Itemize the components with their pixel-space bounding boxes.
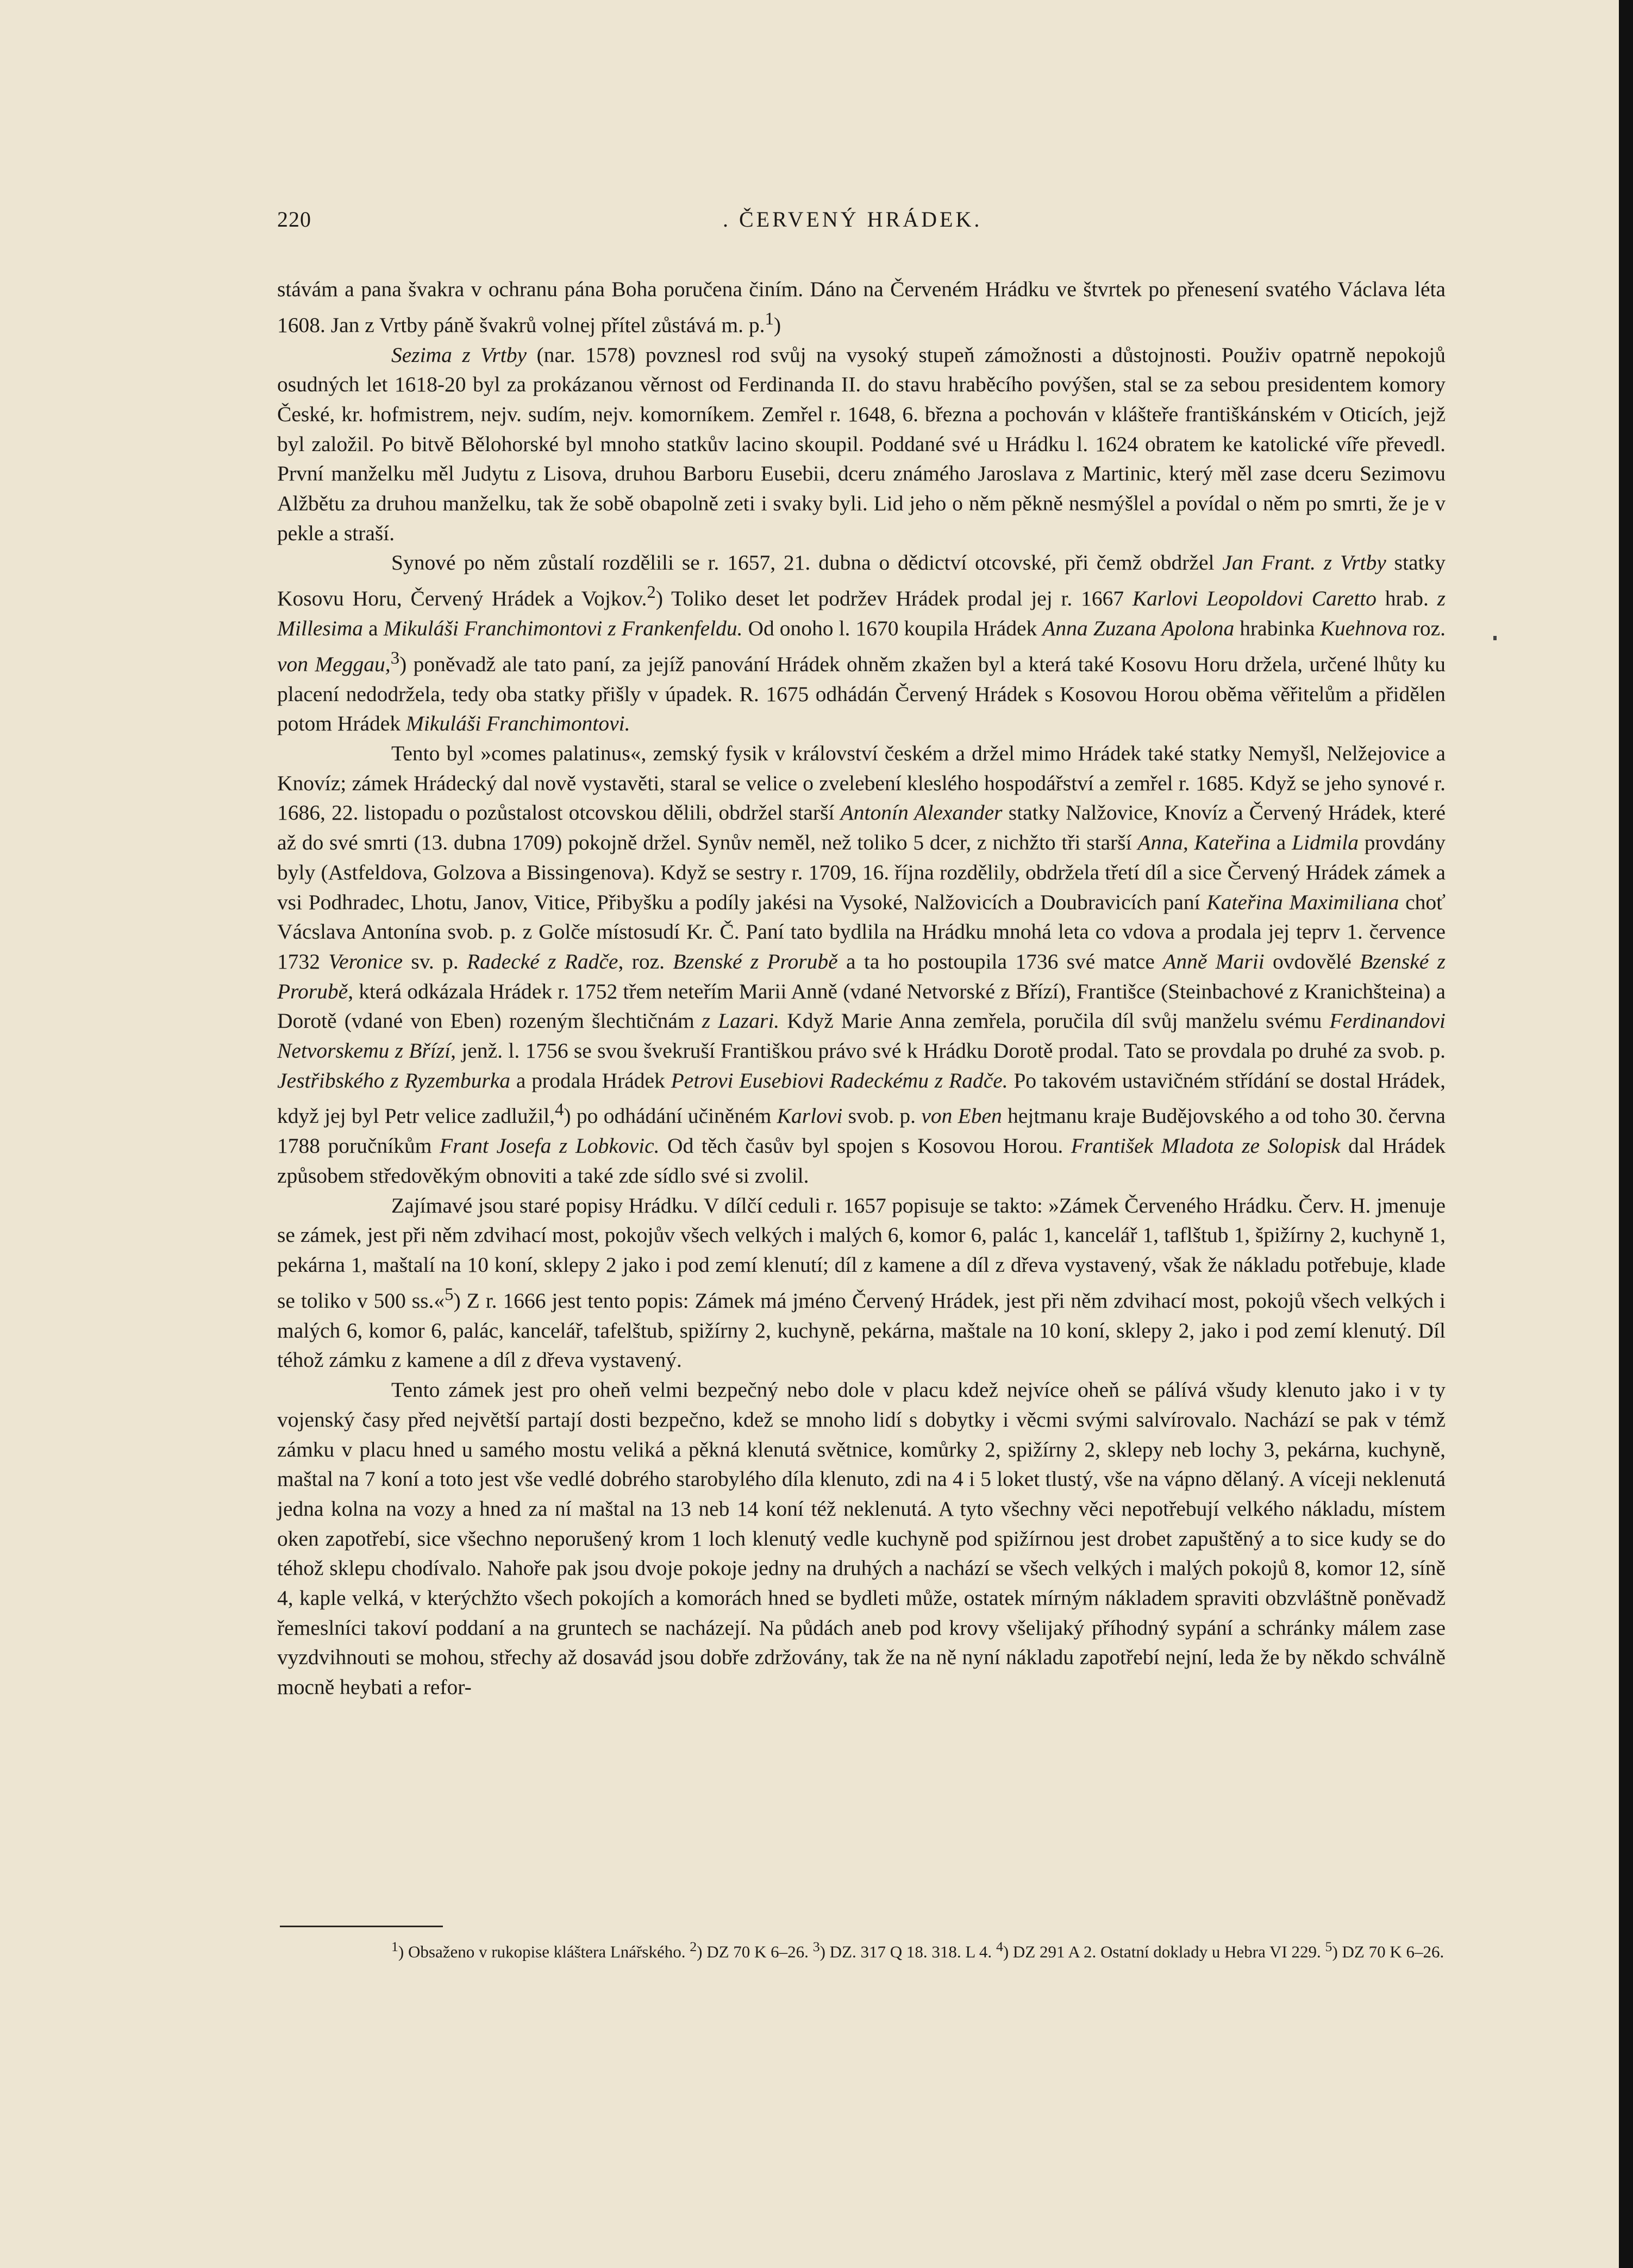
text-run: ) DZ 70 K 6–26.: [697, 1942, 813, 1961]
footnote-ref: 3: [812, 1939, 820, 1954]
italic-name: Mikuláši Franchimontovi z Frankenfeldu.: [383, 616, 743, 641]
page-edge: [1619, 0, 1633, 2268]
italic-name: Sezima z Vrtby: [391, 342, 527, 367]
italic-name: Veronice: [328, 949, 403, 973]
italic-name: Antonín Alexander: [840, 801, 1003, 825]
margin-mark: [1493, 636, 1497, 640]
text-run: Tento byl »comes palatinus«, zemský fysik v království českém a držel mimo Hrádek také statky Nemyšl, Nelžejovice a Knovíz; zámek Hrádecký dal nově vystavěti, staral se velice o zvelebení kleslého hospodářství a zemřel r. 1685. Když se jeho synové r. 1686, 22. listopadu o pozůstalost otcovskou dělili, obdržel starší: [277, 741, 1446, 825]
paragraph-3: [277, 548, 1446, 739]
footnote-text: [277, 1935, 1446, 1964]
text-run: , roz.: [618, 949, 673, 973]
footnote-ref: 1: [391, 1939, 398, 1954]
text-run: , jenž. l. 1756 se svou švekruší Františkou právo své k Hrádku Dorotě prodal. Tato se provdala po druhé za svob. p.: [451, 1039, 1446, 1063]
text-run: svob. p.: [842, 1104, 922, 1128]
footnote-ref: 1: [765, 309, 774, 329]
text-run: Tento zámek jest pro oheň velmi bezpečný nebo dole v placu kdež nejvíce oheň se pálívá všudy klenuto jako i v ty vojenský časy před největší partají dosti bezpečno, kdež se mnoho lidí s dobytky i věcmi svými salvírovalo. Nachází se pak v témž zámku v placu hned u samého mostu veliká a pěkná klenutá světnice, komůrky 2, spižírny 2, sklepy neb lochy 3, pekárna, kuchyně, maštal na 7 koní a toto jest vše vedlé dobrého starobylého díla klenuto, zdi na 4 i 5 loket tlustý, vše na vápno dělaný. A víceji neklenutá jedna kolna na vozy a hned za ní maštal na 13 neb 14 koní též neklenutá. A tyto všechny věci nepotřebují velkého nákladu, místem oken zapotřebí, sice všechno neporušený krom 1 loch klenutý vedle kuchyně pod spižírnou jest drobet zapuštěný a to sice kudy se do téhož sklepu chodívalo. Nahoře pak jsou dvoje pokoje jedny na druhých a nachází se všech velkých i malých pokojů 8, komor 12, síně 4, kaple velká, v kterýchžto všech pokojích a komorách hned se bydleti může, ostatek mírným nákladem spraviti obzvláštně poněvadž řemeslníci takoví poddaní a na gruntech se nacházejí. Na půdách aneb pod krovy všelijaký příhodný sypání a schránky málem zase vyzdvihnouti se mohou, střechy až dosavád jsou dobře zdržovány, tak že na ně nyní nákladu zapotřebí nejní, leda že by někdo schválně mocně heybati a refor-: [277, 1378, 1446, 1700]
italic-name: von Eben: [921, 1104, 1002, 1128]
italic-name: von Meggau,: [277, 652, 391, 676]
italic-name: Bzenské z Prorubě: [673, 949, 838, 973]
paragraph-5: [277, 1191, 1446, 1375]
text-run: hrabinka: [1234, 616, 1321, 641]
body-text: [277, 274, 1446, 1702]
italic-name: Anně Marii: [1163, 949, 1265, 973]
italic-name: Kuehnova: [1320, 616, 1407, 641]
text-run: a: [362, 616, 384, 641]
text-run: Od onoho l. 1670 koupila Hrádek: [742, 616, 1043, 641]
paragraph-6: [277, 1375, 1446, 1702]
paragraph-1: [277, 274, 1446, 340]
text-run: ) poněvadž ale tato paní, za jejíž panování Hrádek ohněm zkažen byl a která také Kosovu Horu držela, určené lhůty ku placení nedodržela, tedy oba statky přišly v úpadek. R. 1675 odhádán Červený Hrádek s Kosovou Horou oběma věřitelům a přidělen potom Hrádek: [277, 652, 1446, 736]
text-run: ) DZ 291 A 2. Ostatní doklady u Hebra VI 229.: [1003, 1942, 1325, 1961]
text-run: Zajímavé jsou staré popisy Hrádku. V dílčí ceduli r. 1657 popisuje se takto: »Zámek Červeného Hrádku. Červ. H. jmenuje se zámek, jest při něm zdvihací most, pokojův všech velkých i malých 6, komor 6, palác 1, kancelář 1, taflštub 1, špižírny 2, kuchyně 1, pekárna 1, maštalí na 10 koní, sklepy 2 jako i pod zemí klenutí; díl z kamene a díl z dřeva vystavený, však že nákladu potřebuje, klade se toliko v 500 ss.«: [277, 1193, 1446, 1313]
italic-name: Anna Zuzana Apolona: [1042, 616, 1235, 641]
footnote-ref: 5: [1325, 1939, 1332, 1954]
text-run: ) Toliko deset let podržev Hrádek prodal jej r. 1667: [655, 586, 1133, 611]
text-run: provdány byly (Astfeldova, Golzova a Bissingenova). Když se sestry r. 1709, 16. října rozdělily, obdržela třetí díl a sice Červený Hrádek zámek a vsi Podhradec, Lhotu, Janov, Vitice, Přibyšku a podíly jakési na Vysoké, Nalžovicích a Doubravicích paní: [277, 830, 1446, 914]
italic-name: Anna, Kateřina: [1137, 830, 1271, 855]
italic-name: Radecké z Radče: [467, 949, 618, 973]
footnote-ref: 4: [555, 1100, 564, 1120]
italic-name: Jan Frant. z Vrtby: [1222, 551, 1386, 575]
text-run: (nar. 1578) povznesl rod svůj na vysoký stupeň zámožnosti a důstojnosti. Použiv opatrně nepokojů osudných let 1618-20 byl za prokázanou věrnost od Ferdinanda II. do stavu hraběcího povýšen, stal se za sebou presidentem komory České, kr. hofmistrem, nejv. sudím, nejv. komorníkem. Zemřel r. 1648, 6. března a pochován v klášteře františkánském v Oticích, jejž byl založil. Po bitvě Bělohorské byl mnoho statkův lacino skoupil. Poddané své u Hrádku l. 1624 obratem ke katolické víře převedl. První manželku měl Judytu z Lisova, druhou Barboru Eusebii, dceru známého Jaroslava z Martinic, který měl zase dceru Sezimovu Alžbětu za druhou manželku, tak že sobě obapolně zeti i svaky byli. Lid jeho o něm pěkně nesmýšlel a povídal o něm po smrti, že je v pekle a straší.: [277, 342, 1446, 545]
text-run: ) Z r. 1666 jest tento popis: Zámek má jméno Červený Hrádek, jest při něm zdvihací most, pokojů všech velkých i malých 6, komor 6, palác, kancelář, tafelštub, spižírny 2, kuchyně, pekárna, maštale na 10 koní, sklepy 2, jako i pod zemí klenutý. Díl téhož zámku z kamene a díl z dřeva vystavený.: [277, 1288, 1446, 1372]
italic-name: z Lazari.: [702, 1009, 780, 1033]
page-number: 220: [277, 207, 311, 232]
text-run: Když Marie Anna zemřela, poručila díl svůj manželu svému: [779, 1009, 1330, 1033]
italic-name: Mikuláši Franchimontovi.: [405, 711, 630, 736]
italic-name: Frant Josefa z Lobkovic.: [439, 1134, 660, 1158]
footnote-ref: 3: [390, 648, 400, 668]
footnote-divider: [280, 1926, 443, 1927]
text-run: , která odkázala Hrádek r. 1752 třem neteřím Marii Anně (vdané Netvorské z Břízí), Františce (Steinbachové z Kranichšteina) a Dorotě (vdané von Eben) rozeným šlechtičnám: [277, 979, 1446, 1033]
italic-name: Lidmila: [1292, 830, 1359, 855]
italic-name: František Mladota ze Solopisk: [1071, 1134, 1341, 1158]
text-run: ) DZ 70 K 6–26.: [1332, 1942, 1444, 1961]
text-run: ovdovělé: [1264, 949, 1360, 973]
text-run: a ta ho postoupila 1736 své matce: [837, 949, 1163, 973]
italic-name: Petrovi Eusebiovi Radeckému z Radče.: [671, 1068, 1008, 1092]
text-run: choť Vácslava Antonína svob. p. z Golče místosudí Kr. Č. Paní tato bydlila na Hrádku mnohá leta co vdova a prodala jej teprv 1. července 1732: [277, 890, 1446, 973]
text-run: sv. p.: [403, 949, 467, 973]
italic-name: Ferdinandovi Netvorskemu z Břízí: [277, 1009, 1446, 1063]
italic-name: Karlovi Leopoldovi Caretto: [1132, 586, 1377, 611]
footnote-ref: 2: [647, 583, 656, 603]
text-run: ) Obsaženo v rukopise kláštera Lnářského.: [398, 1942, 690, 1961]
text-run: ): [773, 313, 781, 337]
text-run: a prodala Hrádek: [510, 1068, 671, 1092]
page-header: [277, 207, 1446, 245]
text-run: hrab.: [1377, 586, 1437, 611]
paragraph-4: [277, 739, 1446, 1191]
text-run: roz.: [1407, 616, 1446, 641]
text-run: Od těch časův byl spojen s Kosovou Horou.: [659, 1134, 1071, 1158]
text-run: Synové po něm zůstalí rozdělili se r. 1657, 21. dubna o dědictví otcovské, při čemž obdržel: [391, 551, 1223, 575]
italic-name: Karlovi: [777, 1104, 843, 1128]
footnotes: [277, 1935, 1446, 1964]
text-run: statky Nalžovice, Knovíz a Červený Hrádek, které až do své smrti (13. dubna 1709) pokojně držel. Synův neměl, než toliko 5 dcer, z nichžto tři starší: [277, 801, 1446, 855]
italic-name: Bzenské z Prorubě: [277, 949, 1446, 1003]
text-run: dal Hrádek způsobem středověkým obnoviti a také zde sídlo své si zvolil.: [277, 1134, 1446, 1188]
text-run: hejtmanu kraje Budějovského a od toho 30. června 1788 poručníkům: [277, 1104, 1446, 1158]
italic-name: Jestřibského z Ryzemburka: [277, 1068, 511, 1092]
text-run: statky Kosovu Horu, Červený Hrádek a Vojkov.: [277, 551, 1446, 611]
italic-name: z Millesima: [277, 586, 1446, 641]
text-run: a: [1270, 830, 1292, 855]
paragraph-2: [277, 340, 1446, 548]
footnote-ref: 2: [690, 1939, 697, 1954]
footnote-ref: 5: [445, 1284, 454, 1304]
text-run: ) DZ. 317 Q 18. 318. L 4.: [819, 1942, 996, 1961]
text-run: Po takovém ustavičném střídání se dostal Hrádek, když jej byl Petr velice zadlužil,: [277, 1068, 1446, 1128]
italic-name: Kateřina Maximiliana: [1206, 890, 1399, 914]
footnote-ref: 4: [996, 1939, 1003, 1954]
running-title: . ČERVENÝ HRÁDEK.: [723, 207, 983, 232]
text-run: ) po odhádání učiněném: [564, 1104, 777, 1128]
text-run: stávám a pana švakra v ochranu pána Boha poručena činím. Dáno na Červeném Hrádku ve štvrtek po přenesení svatého Václava léta 1608. Jan z Vrtby páně švakrů volnej přítel zůstává m. p.: [277, 277, 1446, 337]
